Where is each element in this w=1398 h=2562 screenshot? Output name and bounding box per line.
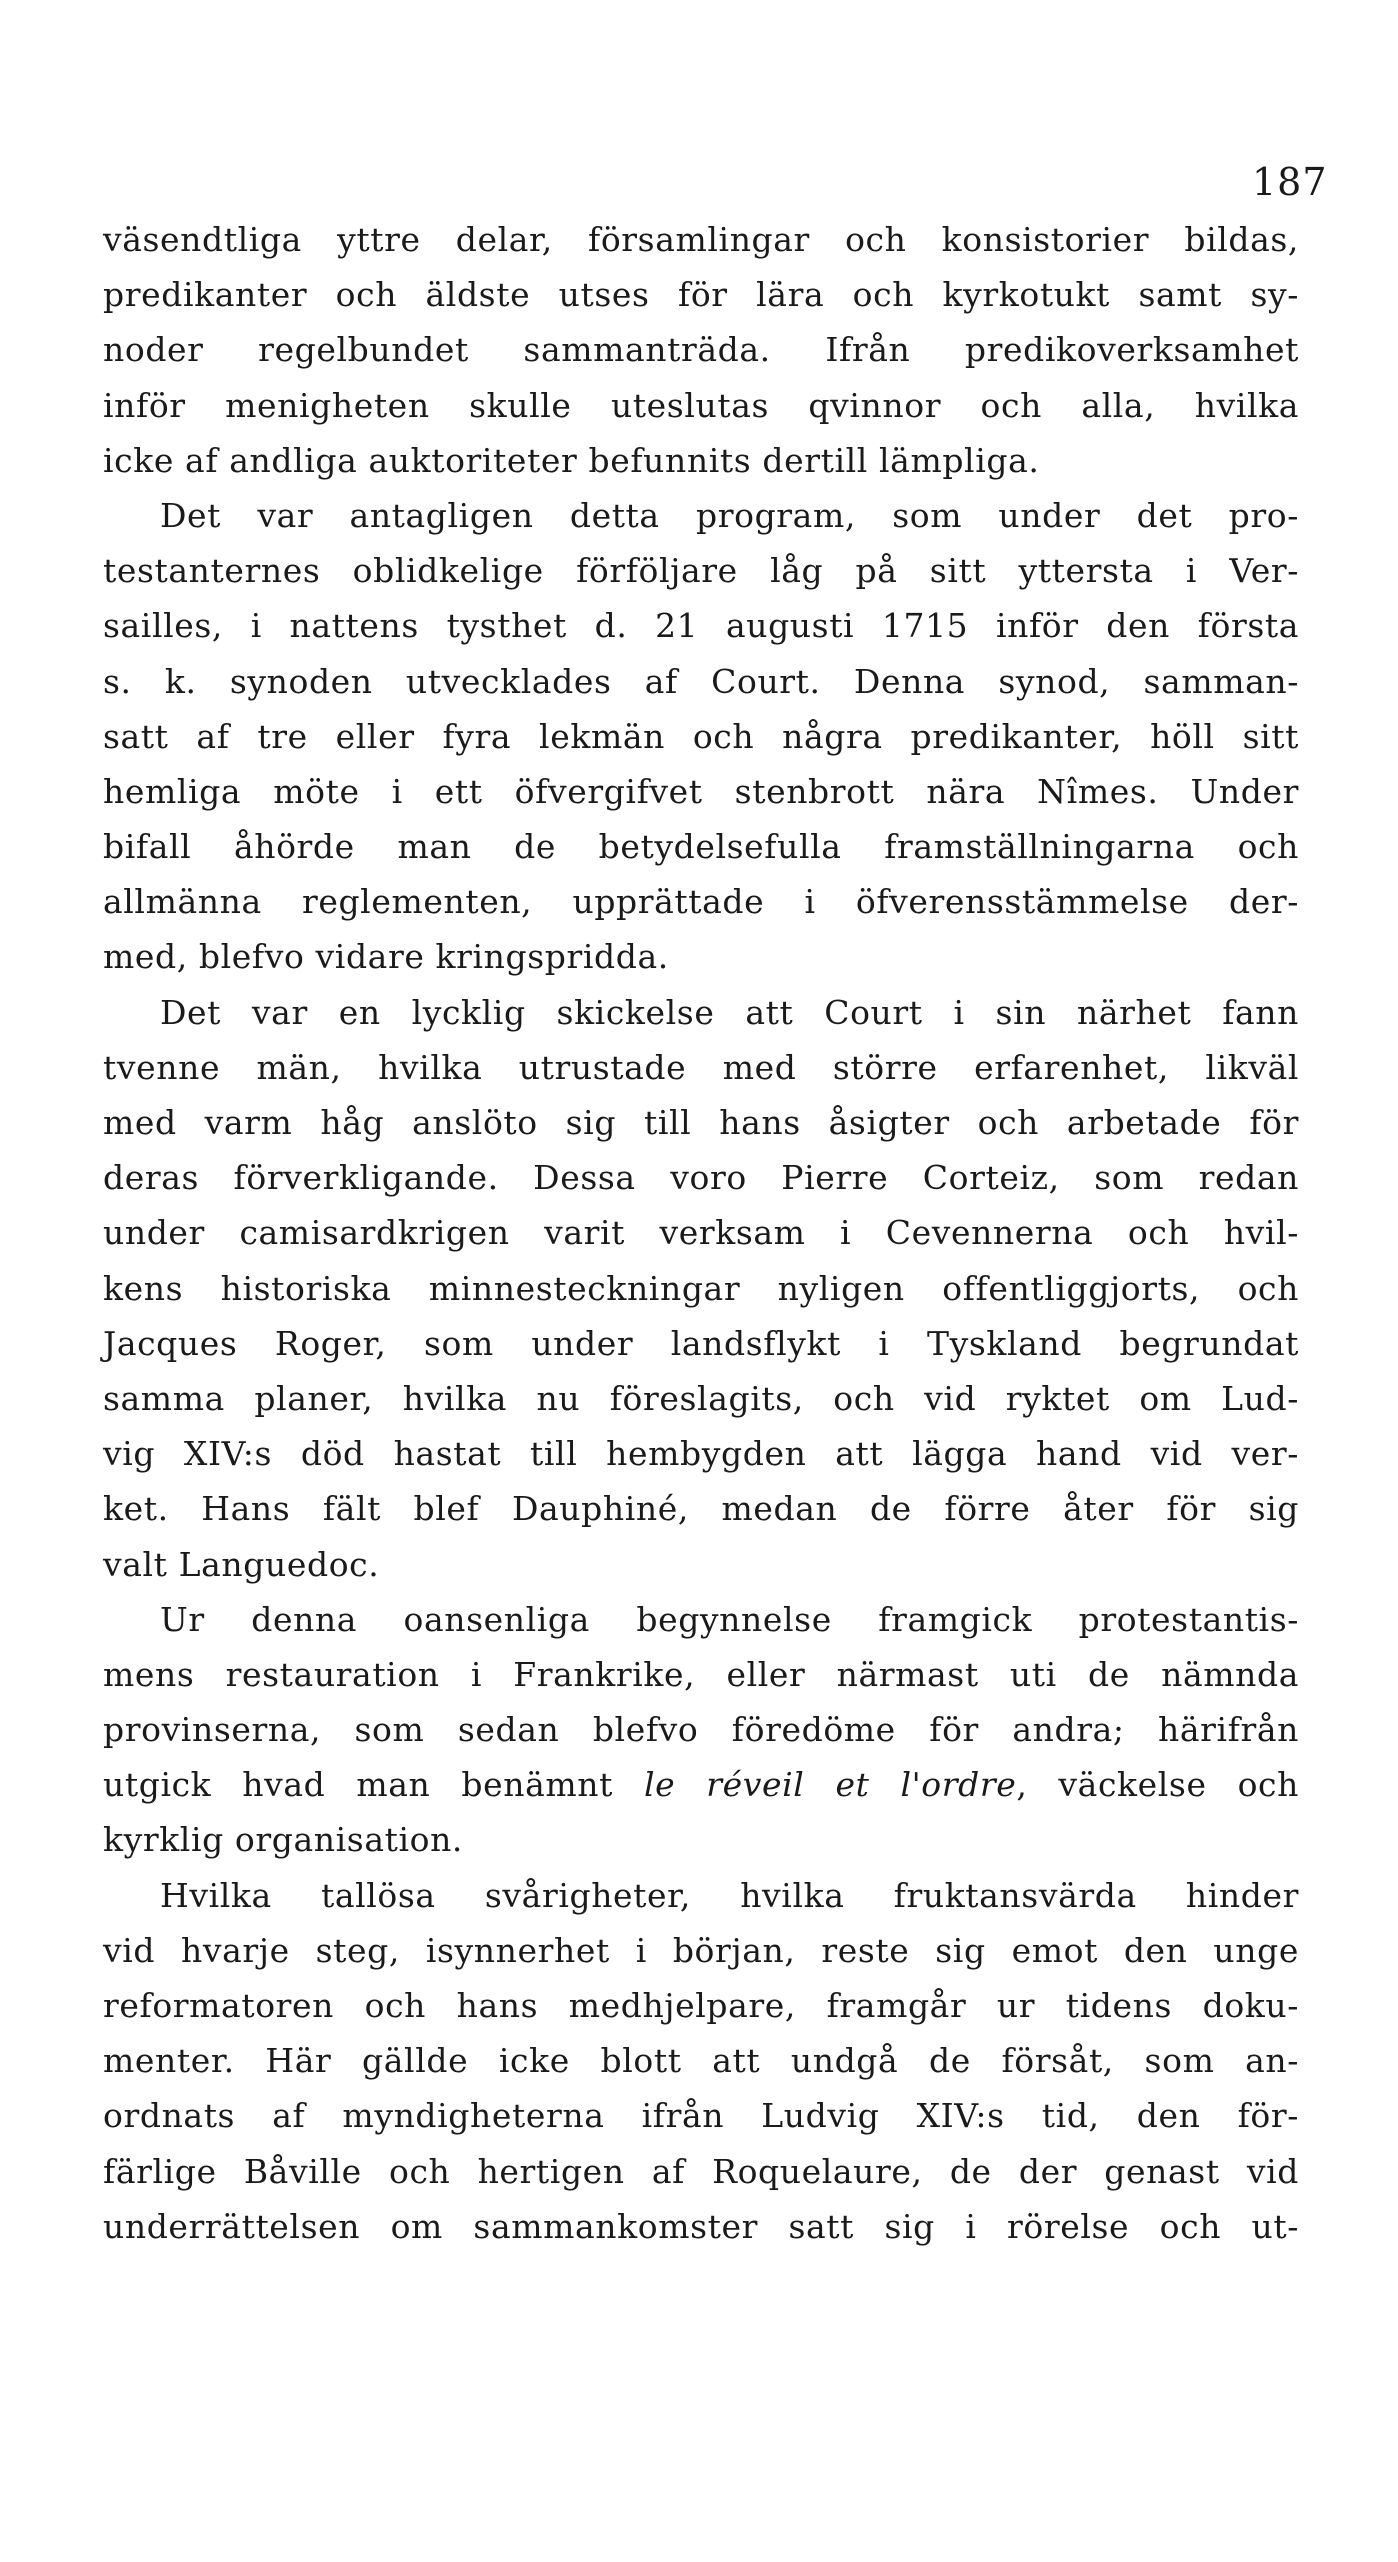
text-line — [103, 2199, 1299, 2254]
text-segment: med varm håg anslöto sig till hans åsigter och arbetade för — [103, 1103, 1299, 1142]
text-segment: testanternes oblidkelige förföljare låg på sitt yttersta i Ver- — [103, 551, 1299, 591]
italic-phrase: le réveil et l'ordre — [643, 1765, 1017, 1805]
text-line — [103, 1757, 1299, 1812]
text-segment: vid hvarje steg, isynnerhet i början, reste sig emot den unge — [103, 1930, 1299, 1970]
text-segment: Jacques Roger, som under landsflykt i Tyskland begrundat — [103, 1323, 1299, 1363]
text-line — [103, 1592, 1299, 1647]
text-line — [103, 1150, 1299, 1205]
text-segment: Det var en lycklig skickelse att Court i sin närhet fann — [160, 992, 1299, 1032]
text-segment: kens historiska minnesteckningar nyligen offentliggjorts, och — [103, 1268, 1299, 1308]
text-segment: noder regelbundet sammanträda. Ifrån predikoverksamhet — [103, 330, 1299, 370]
text-segment: provinserna, som sedan blefvo föredöme för andra; härifrån — [103, 1710, 1299, 1750]
text-line — [103, 1426, 1299, 1481]
text-segment: ordnats af myndigheterna ifrån Ludvig XIV:s tid, den för- — [103, 2096, 1299, 2136]
text-line — [103, 819, 1299, 874]
text-segment: hemliga möte i ett öfvergifvet stenbrott nära Nîmes. Under — [103, 771, 1299, 811]
body-text — [103, 212, 1299, 2254]
text-line — [103, 985, 1299, 1040]
text-segment: predikanter och äldste utses för lära och kyrkotukt samt sy- — [103, 275, 1299, 315]
text-segment: bifall åhörde man de betydelsefulla framställningarna och — [103, 827, 1299, 867]
text-line — [103, 267, 1299, 322]
text-line — [103, 433, 1299, 488]
text-segment: icke af andliga auktoriteter befunnits dertill lämpliga. — [103, 440, 1040, 480]
text-line — [103, 598, 1299, 653]
text-segment: underrättelsen om sammankomster satt sig i rörelse och ut- — [103, 2206, 1299, 2246]
text-line — [103, 1978, 1299, 2033]
text-segment: mens restauration i Frankrike, eller närmast uti de nämnda — [103, 1654, 1299, 1694]
text-segment: ket. Hans fält blef Dauphiné, medan de förre åter för sig — [103, 1489, 1299, 1529]
text-line — [103, 1371, 1299, 1426]
text-line — [103, 709, 1299, 764]
text-segment: sailles, i nattens tysthet d. 21 augusti 1715 inför den första — [103, 606, 1299, 646]
text-segment: allmänna reglementen, upprättade i öfverensstämmelse der- — [103, 882, 1299, 922]
text-line — [103, 874, 1299, 929]
text-segment: inför menigheten skulle uteslutas qvinnor och alla, hvilka — [103, 385, 1299, 425]
text-segment: valt Languedoc. — [103, 1544, 380, 1584]
text-segment: Ur denna oansenliga begynnelse framgick protestantis- — [160, 1599, 1299, 1639]
text-line — [103, 1868, 1299, 1923]
text-segment: reformatoren och hans medhjelpare, framgår ur tidens doku- — [103, 1986, 1299, 2025]
text-line — [103, 929, 1299, 984]
text-segment: kyrklig organisation. — [103, 1820, 464, 1860]
text-line — [103, 1040, 1299, 1095]
text-line — [103, 2088, 1299, 2143]
text-segment: satt af tre eller fyra lekmän och några predikanter, höll sitt — [103, 716, 1299, 756]
text-line — [103, 764, 1299, 819]
text-line — [103, 1261, 1299, 1316]
text-segment: under camisardkrigen varit verksam i Cevennerna och hvil- — [103, 1213, 1299, 1253]
text-segment: färlige Båville och hertigen af Roquelaure, de der genast vid — [103, 2151, 1299, 2191]
text-segment: deras förverkligande. Dessa voro Pierre Corteiz, som redan — [103, 1158, 1299, 1198]
text-line — [103, 212, 1299, 267]
text-line — [103, 2033, 1299, 2088]
text-line — [103, 2144, 1299, 2199]
page-number: 187 — [1252, 160, 1328, 204]
text-line — [103, 1702, 1299, 1757]
text-segment: menter. Här gällde icke blott att undgå de försåt, som an- — [103, 2041, 1299, 2081]
text-segment: s. k. synoden utvecklades af Court. Denna synod, samman- — [103, 661, 1299, 701]
text-line — [103, 488, 1299, 543]
text-line — [103, 1923, 1299, 1978]
text-segment: Det var antagligen detta program, som under det pro- — [160, 495, 1299, 535]
text-line — [103, 1316, 1299, 1371]
text-segment: väsendtliga yttre delar, församlingar och konsistorier bildas, — [103, 220, 1299, 259]
text-line — [103, 1205, 1299, 1260]
text-segment: utgick hvad man benämnt — [103, 1765, 644, 1805]
text-segment: vig XIV:s död hastat till hembygden att lägga hand vid ver- — [103, 1434, 1299, 1474]
text-segment: , väckelse och — [1016, 1765, 1299, 1805]
text-line — [103, 1537, 1299, 1592]
text-line — [103, 543, 1299, 598]
text-line — [103, 1095, 1299, 1150]
text-line — [103, 654, 1299, 709]
text-line — [103, 378, 1299, 433]
text-segment: samma planer, hvilka nu föreslagits, och vid ryktet om Lud- — [103, 1378, 1299, 1418]
text-line — [103, 1481, 1299, 1536]
text-line — [103, 1647, 1299, 1702]
text-segment: tvenne män, hvilka utrustade med större erfarenhet, likväl — [103, 1047, 1299, 1087]
text-segment: med, blefvo vidare kringspridda. — [103, 937, 669, 977]
text-line — [103, 1812, 1299, 1867]
text-line — [103, 322, 1299, 377]
text-segment: Hvilka tallösa svårigheter, hvilka fruktansvärda hinder — [160, 1875, 1299, 1915]
